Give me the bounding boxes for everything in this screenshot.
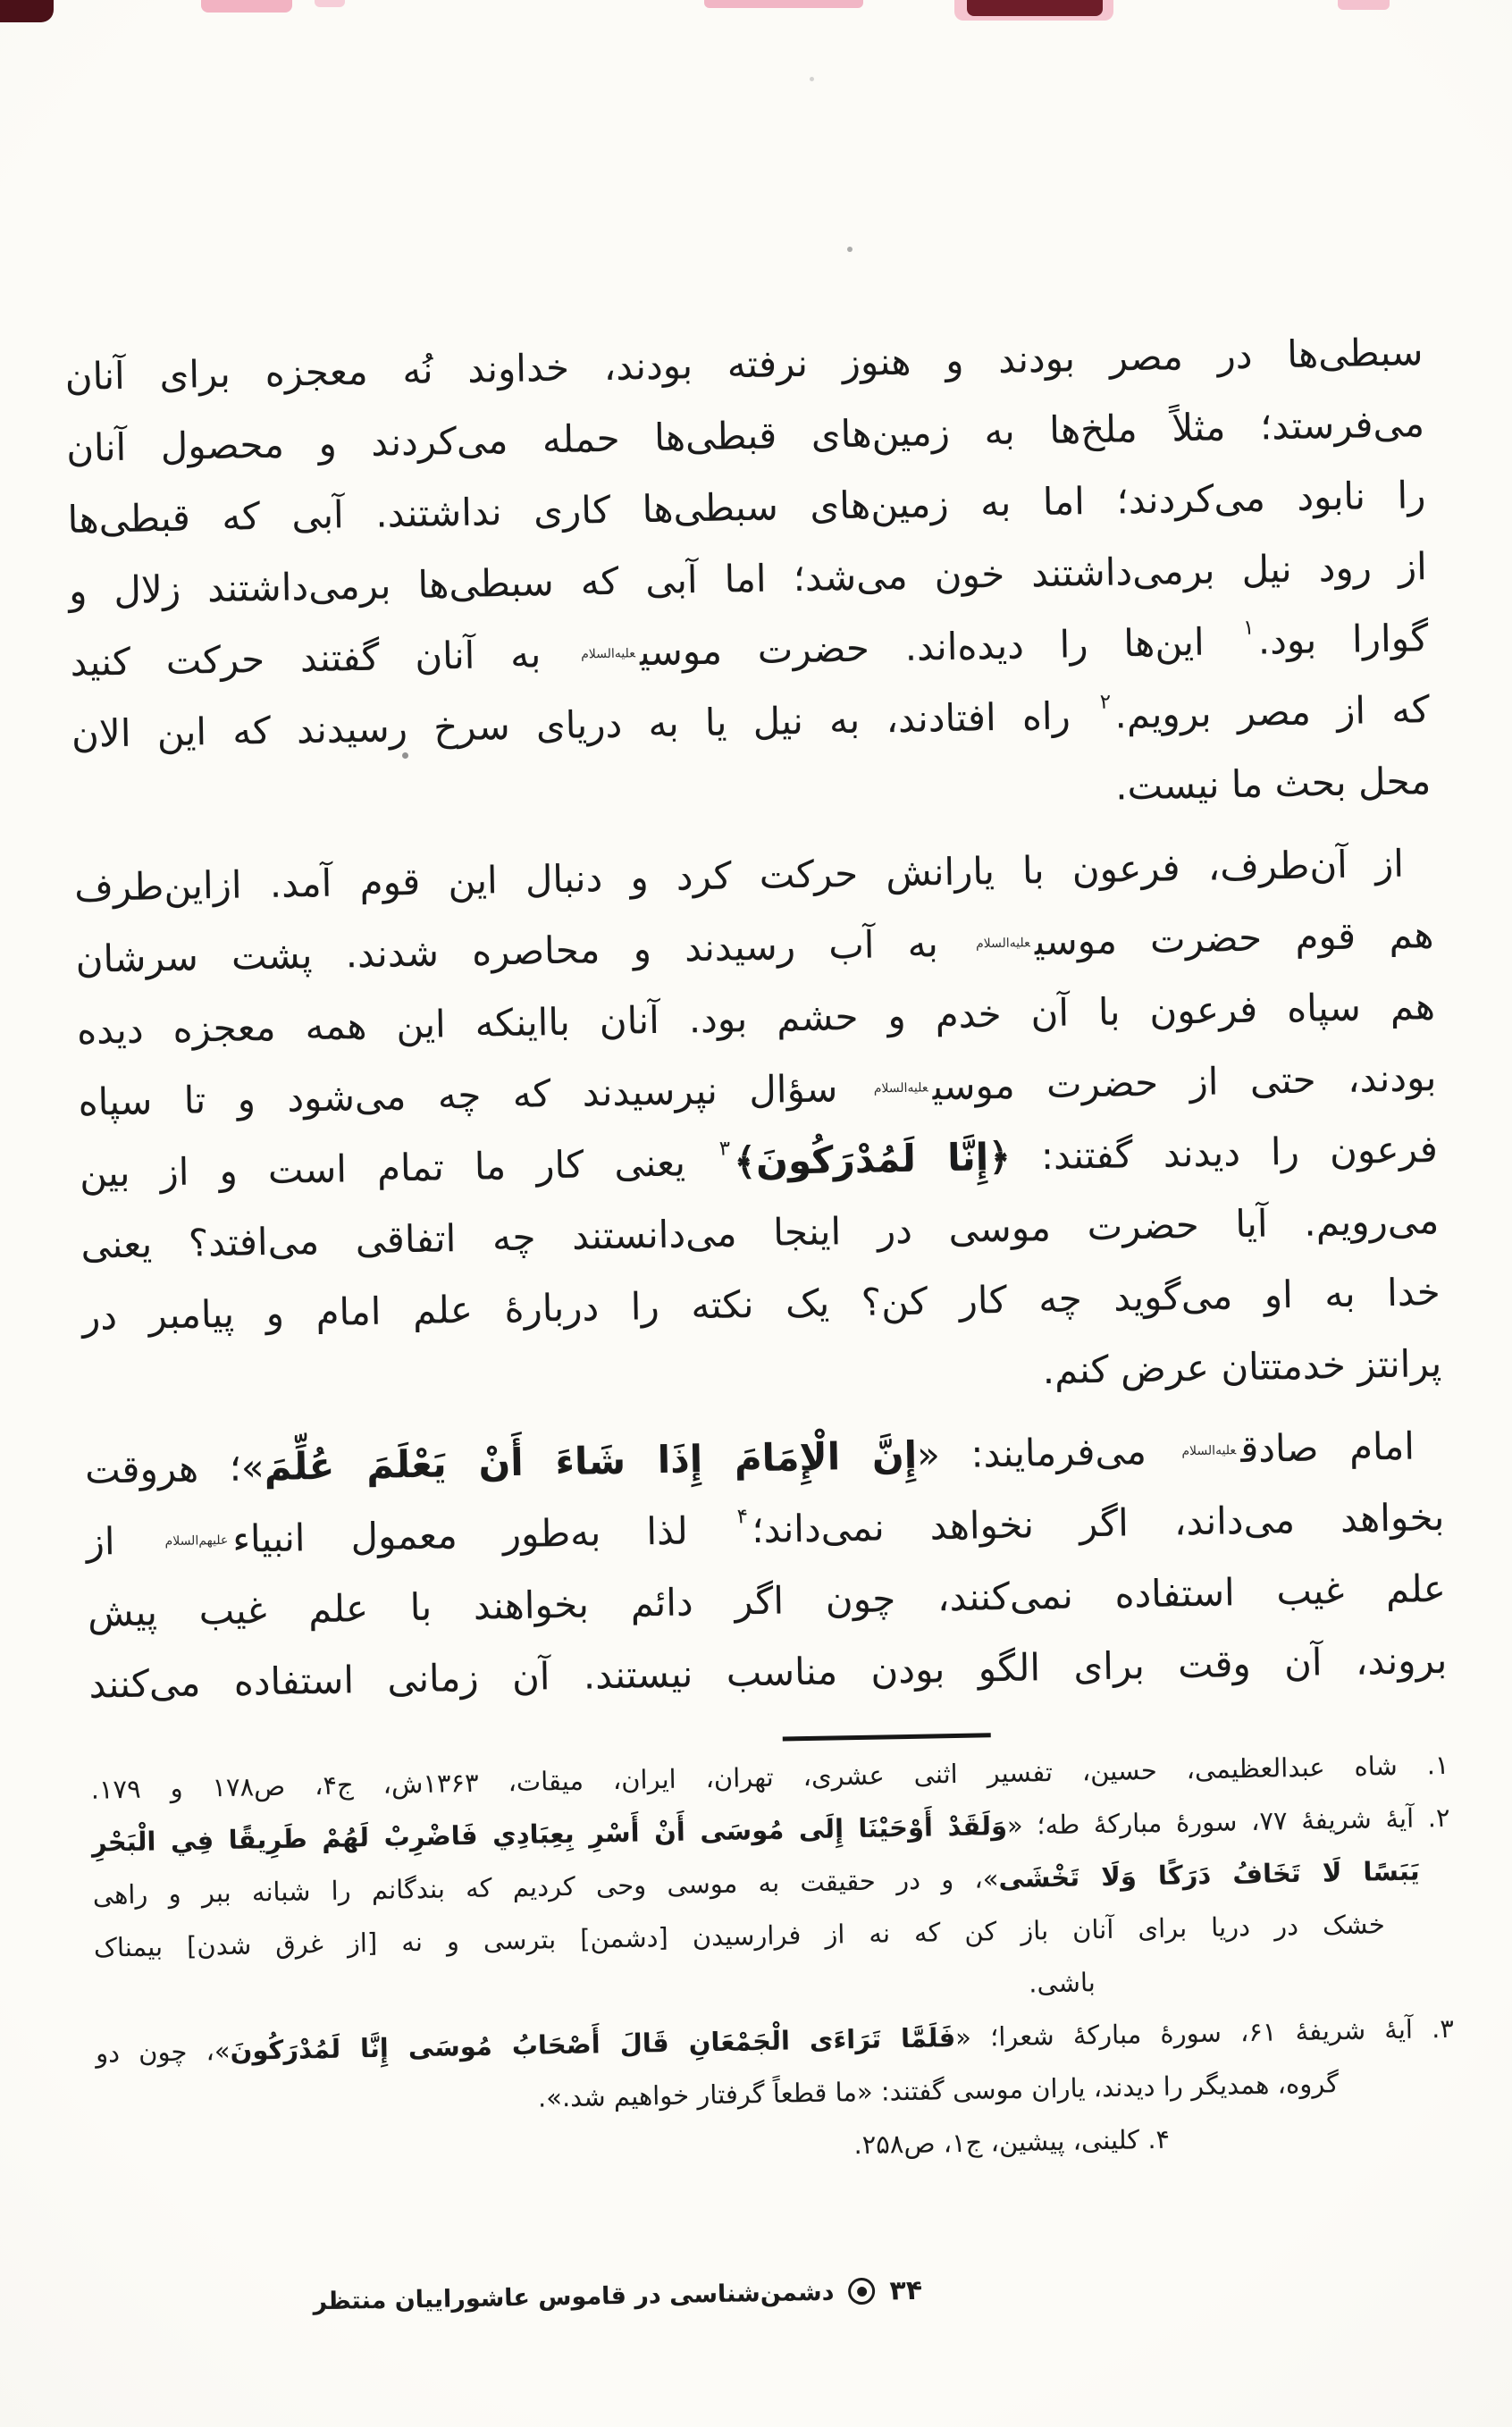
text-run: ۲. آیهٔ شریفهٔ ۷۷، سورهٔ مبارکهٔ طه؛ «	[1006, 1801, 1450, 1841]
text-run: بروند، آن وقت برای الگو بودن مناسب نیستند. آن زمانی استفاده می‌کنند	[88, 1637, 1448, 1707]
text-run: به آب رسیدند و محاصره شدند. پشت سرشان	[75, 920, 972, 981]
text-run: فرعون را دیدند گفتند:	[1010, 1127, 1439, 1179]
text-run: علم غیب استفاده نمی‌کنند، چون اگر دائم بخواهند با علم غیب پیش	[87, 1566, 1447, 1635]
text-run: ۴. کلینی، پیشین، ج۱، ص۲۵۸.	[853, 2123, 1171, 2161]
text-run: سؤال نپرسیدند که چه می‌شود و تا سپاه	[78, 1065, 870, 1124]
footnote-ref: ۳	[718, 1137, 731, 1161]
text-run: گوارا بود.	[1257, 616, 1429, 663]
paragraph	[64, 316, 1432, 842]
paragraph	[73, 827, 1441, 1424]
text-run: بودند، حتی از حضرت موسی	[932, 1055, 1437, 1109]
text-run: »، چون دو	[95, 2035, 231, 2069]
footnote-ref: ۴	[736, 1505, 749, 1529]
body-text	[64, 316, 1448, 1721]
text-run: می‌رویم. آیا حضرت موسی در اینجا می‌دانستند چه اتفاقی می‌افتد؟ یعنی	[80, 1198, 1440, 1267]
text-run: »؛ هروقت	[84, 1445, 265, 1492]
text-run: خدا به او می‌گوید چه کار کن؟ یک نکته را دربارهٔ علم امام و پیامبر در	[81, 1269, 1441, 1339]
text-run: گروه، همدیگر را دیدند، یاران موسی گفتند: «ما قطعاً گرفتار خواهیم شد.».	[537, 2068, 1340, 2113]
text-run: پرانتز خدمتتان عرض کنم.	[1042, 1340, 1442, 1393]
text-run: خشک در دریا برای آنان باز کن که نه از فرارسیدن [دشمن] بترسی و نه [از غرق شدن] بیمناک	[93, 1909, 1386, 1963]
page-footer	[313, 2267, 923, 2324]
text-run: را نابود می‌کردند؛ اما به زمین‌های سبطی‌ها کاری نداشتند. آبی که قبطی‌ها	[67, 473, 1426, 542]
text-run: از	[86, 1518, 162, 1564]
quran-quote: إِنَّ الْإِمَامَ إِذَا شَاءَ أَنْ يَعْلَمَ عُلِّمَ	[264, 1432, 918, 1490]
text-run: ۳. آیهٔ شریفهٔ ۶۱، سورهٔ مبارکهٔ شعرا؛ «	[954, 2012, 1455, 2053]
footer-ornament-icon	[848, 2278, 876, 2305]
footnotes	[90, 1739, 1456, 2186]
paragraph	[84, 1410, 1448, 1721]
text-run: بخواهد می‌داند، اگر نخواهد نمی‌داند؛	[751, 1494, 1445, 1552]
honorific-icon: علیهم‌السلام	[164, 1533, 229, 1549]
text-run: هم قوم حضرت موسی	[1034, 912, 1434, 964]
scan-artifact-pink	[315, 0, 345, 7]
text-run: می‌فرمایند: «	[916, 1428, 1178, 1477]
text-run: »، و در حقیقت به موسی وحی کردیم که بندگانم را شبانه ببر و راهی	[92, 1863, 999, 1911]
text-run: سبطی‌ها در مصر بودند و هنوز نرفته بودند، خداوند نُه معجزه برای آنان	[64, 330, 1424, 399]
text-run: محل بحث ما نیست.	[1114, 759, 1432, 809]
footnote	[91, 1792, 1453, 2028]
text-run: لذا به‌طور معمول انبیاء	[231, 1507, 735, 1561]
honorific-icon: علیه‌السلام	[581, 646, 636, 662]
book-title: دشمن‌شناسی در قاموس عاشوراییان منتظر	[313, 2278, 835, 2315]
text-run: از آن‌طرف، فرعون با یارانش حرکت کرد و دنبال این قوم آمد. ازاین‌طرف	[73, 841, 1405, 910]
text-run: که از مصر برویم.	[1113, 687, 1431, 737]
text-run: باشی.	[1028, 1967, 1096, 1999]
honorific-icon: علیه‌السلام	[1181, 1443, 1237, 1459]
text-run: می‌فرستد؛ مثلاً ملخ‌ها به زمین‌های قبطی‌ها حمله می‌کردند و محصول آنان	[65, 401, 1425, 470]
page-number: ۳۴	[889, 2274, 923, 2306]
honorific-icon: علیه‌السلام	[975, 936, 1030, 952]
text-run: ۱. شاه عبدالعظیمی، حسین، تفسیر اثنی عشری، تهران، ایران، میقات، ۱۳۶۳ش، ج۴، ص۱۷۸ و ۱۷۹.	[90, 1749, 1449, 1805]
text-run: یعنی کار ما تمام است و از بین	[79, 1139, 717, 1196]
text-run: به آنان گفتند حرکت کنید	[70, 631, 577, 684]
text-run: هم سپاه فرعون با آن خدم و حشم بود. آنان بااینکه این همه معجزه دیده	[76, 984, 1436, 1053]
quran-quote: وَلَقَدْ أَوْحَيْنَا إِلَى مُوسَى أَنْ أَسْرِ بِعِبَادِي فَاضْرِبْ لَهُمْ طَرِيقًا فِي الْبَحْرِ	[91, 1810, 1008, 1858]
quran-quote: فَلَمَّا تَرَاءَى الْجَمْعَانِ قَالَ أَصْحَابُ مُوسَى إِنَّا لَمُدْرَكُونَ	[230, 2022, 956, 2066]
text-run: راه افتادند، به نیل یا به دریای سرخ رسیدند که این الان	[71, 693, 1097, 756]
text-run: از رود نیل برمی‌داشتند خون می‌شد؛ اما آبی که سبطی‌ها برمی‌داشتند زلال و	[68, 544, 1428, 613]
quran-quote: ﴿إِنَّا لَمُدْرَكُونَ﴾	[733, 1134, 1012, 1184]
footnote-ref: ۱	[1242, 616, 1255, 640]
text-run: این‌ها را دیده‌اند. حضرت موسی	[639, 618, 1240, 675]
footnote-separator	[783, 1733, 991, 1741]
quran-quote: يَبَسًا لَا تَخَافُ دَرَكًا وَلَا تَخْشَى	[998, 1855, 1420, 1894]
footnote-ref: ۲	[1099, 690, 1112, 714]
text-run: امام صادق	[1239, 1423, 1415, 1472]
honorific-icon: علیه‌السلام	[873, 1080, 928, 1096]
